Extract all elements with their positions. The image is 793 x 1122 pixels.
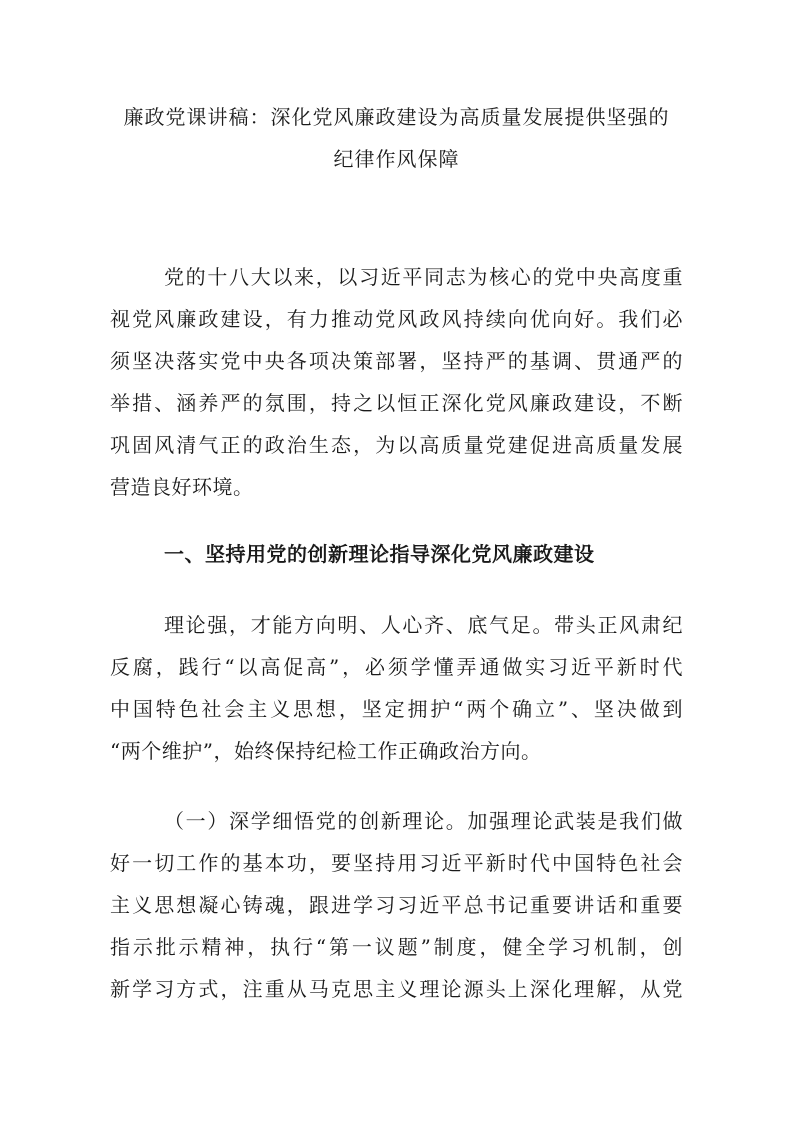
section-heading-1: 一、坚持用党的创新理论指导深化党风廉政建设 [164,542,595,566]
paragraph-3 [110,800,683,1010]
document-title [110,96,683,180]
paragraph-line: 举措、涵养严的氛围，持之以恒正深化党风廉政建设，不断 [110,391,683,415]
paragraph-2 [110,604,683,772]
paragraph-line: 反腐，践行“以高促高”，必须学懂弄通做实习近平新时代 [110,655,683,679]
paragraph-1 [110,256,683,508]
paragraph-line: 主义思想凝心铸魂，跟进学习习近平总书记重要讲话和重要 [110,893,683,917]
paragraph-line: （一）深学细悟党的创新理论。加强理论武装是我们做 [164,809,683,833]
paragraph-line: 新学习方式，注重从马克思主义理论源头上深化理解，从党 [110,977,683,1001]
paragraph-line: 中国特色社会主义思想，坚定拥护“两个确立”、坚决做到 [110,697,683,721]
paragraph-line: 理论强，才能方向明、人心齐、底气足。带头正风肃纪 [164,613,683,637]
paragraph-line: 巩固风清气正的政治生态，为以高质量党建促进高质量发展 [110,433,683,457]
paragraph-line: 好一切工作的基本功，要坚持用习近平新时代中国特色社会 [110,851,683,875]
paragraph-line: 须坚决落实党中央各项决策部署，坚持严的基调、贯通严的 [110,349,683,373]
paragraph-line: “两个维护”，始终保持纪检工作正确政治方向。 [110,739,542,763]
paragraph-line: 视党风廉政建设，有力推动党风政风持续向优向好。我们必 [110,307,683,331]
paragraph-line: 营造良好环境。 [110,475,254,499]
title-line-1: 廉政党课讲稿：深化党风廉政建设为高质量发展提供坚强的 [123,105,670,129]
paragraph-line: 指示批示精神，执行“第一议题”制度，健全学习机制，创 [110,935,683,959]
title-line-2: 纪律作风保障 [333,147,460,171]
paragraph-line: 党的十八大以来，以习近平同志为核心的党中央高度重 [164,265,683,289]
